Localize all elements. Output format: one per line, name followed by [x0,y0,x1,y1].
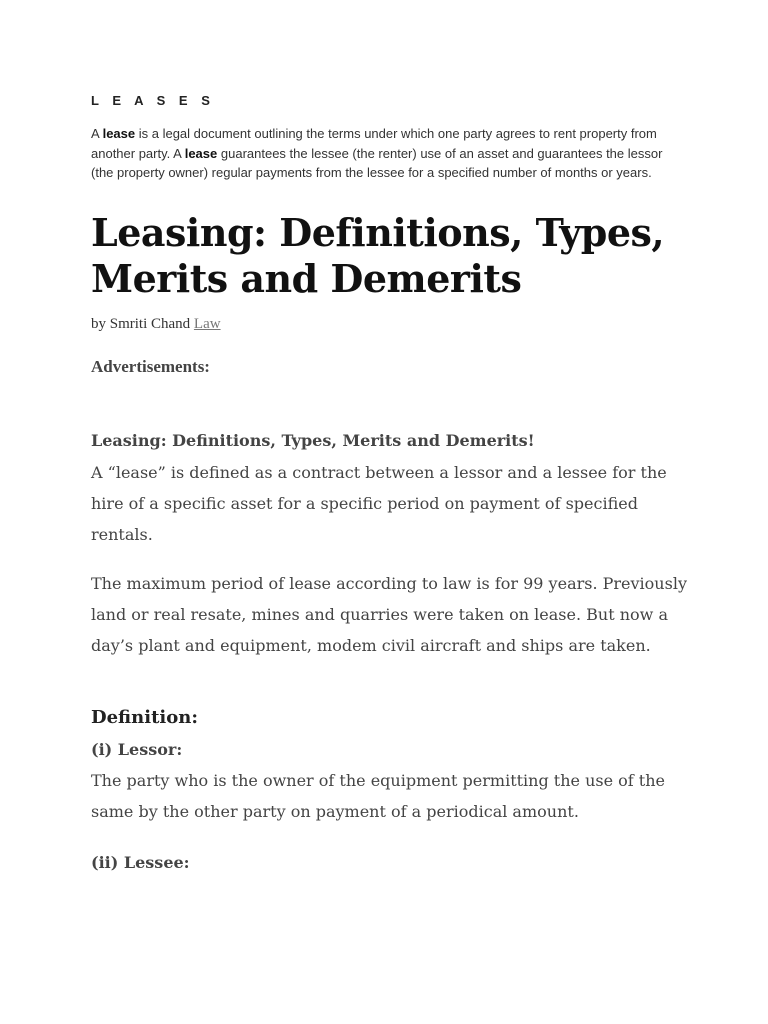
paragraph-lease-definition: A “lease” is defined as a contract between a lessor and a lessee for the hire of a specific asset for a specific period on payment of specified rentals. [91,463,667,544]
advertisements-label: Advertisements: [91,357,210,376]
article-byline [91,316,221,333]
intro-text-pre: A [91,126,103,141]
paragraph-lease-period: The maximum period of lease according to law is for 99 years. Previously land or real resate, mines and quarries were taken on lease. But now a day’s plant and equipment, modem civil aircraft and ships are taken. [91,574,687,655]
definition-heading: Definition: [91,707,198,728]
section-kicker: L E A S E S [91,93,215,108]
intro-bold-lease-1: lease [102,126,136,141]
byline-author: by Smriti Chand [91,316,191,332]
intro-bold-lease-2: lease [184,145,218,161]
article-title: Leasing: Definitions, Types, Merits and Demerits [91,210,665,301]
category-link-law[interactable]: Law [193,316,221,332]
lessee-heading: (ii) Lessee: [91,853,190,872]
lessor-heading: (i) Lessor: [91,740,183,759]
intro-text-mid: is a legal document outlining the terms under which one party agrees to rent property from another party. A [91,126,657,161]
article-subtitle: Leasing: Definitions, Types, Merits and Demerits! [91,431,535,450]
intro-text-post: guarantees the lessee (the renter) use of an asset and guarantees the lessor (the property owner) regular payments from the lessee for a specified number of months or years. [91,145,663,180]
lessor-description: The party who is the owner of the equipment permitting the use of the same by the other party on payment of a periodical amount. [91,771,665,821]
intro-paragraph [91,124,676,183]
